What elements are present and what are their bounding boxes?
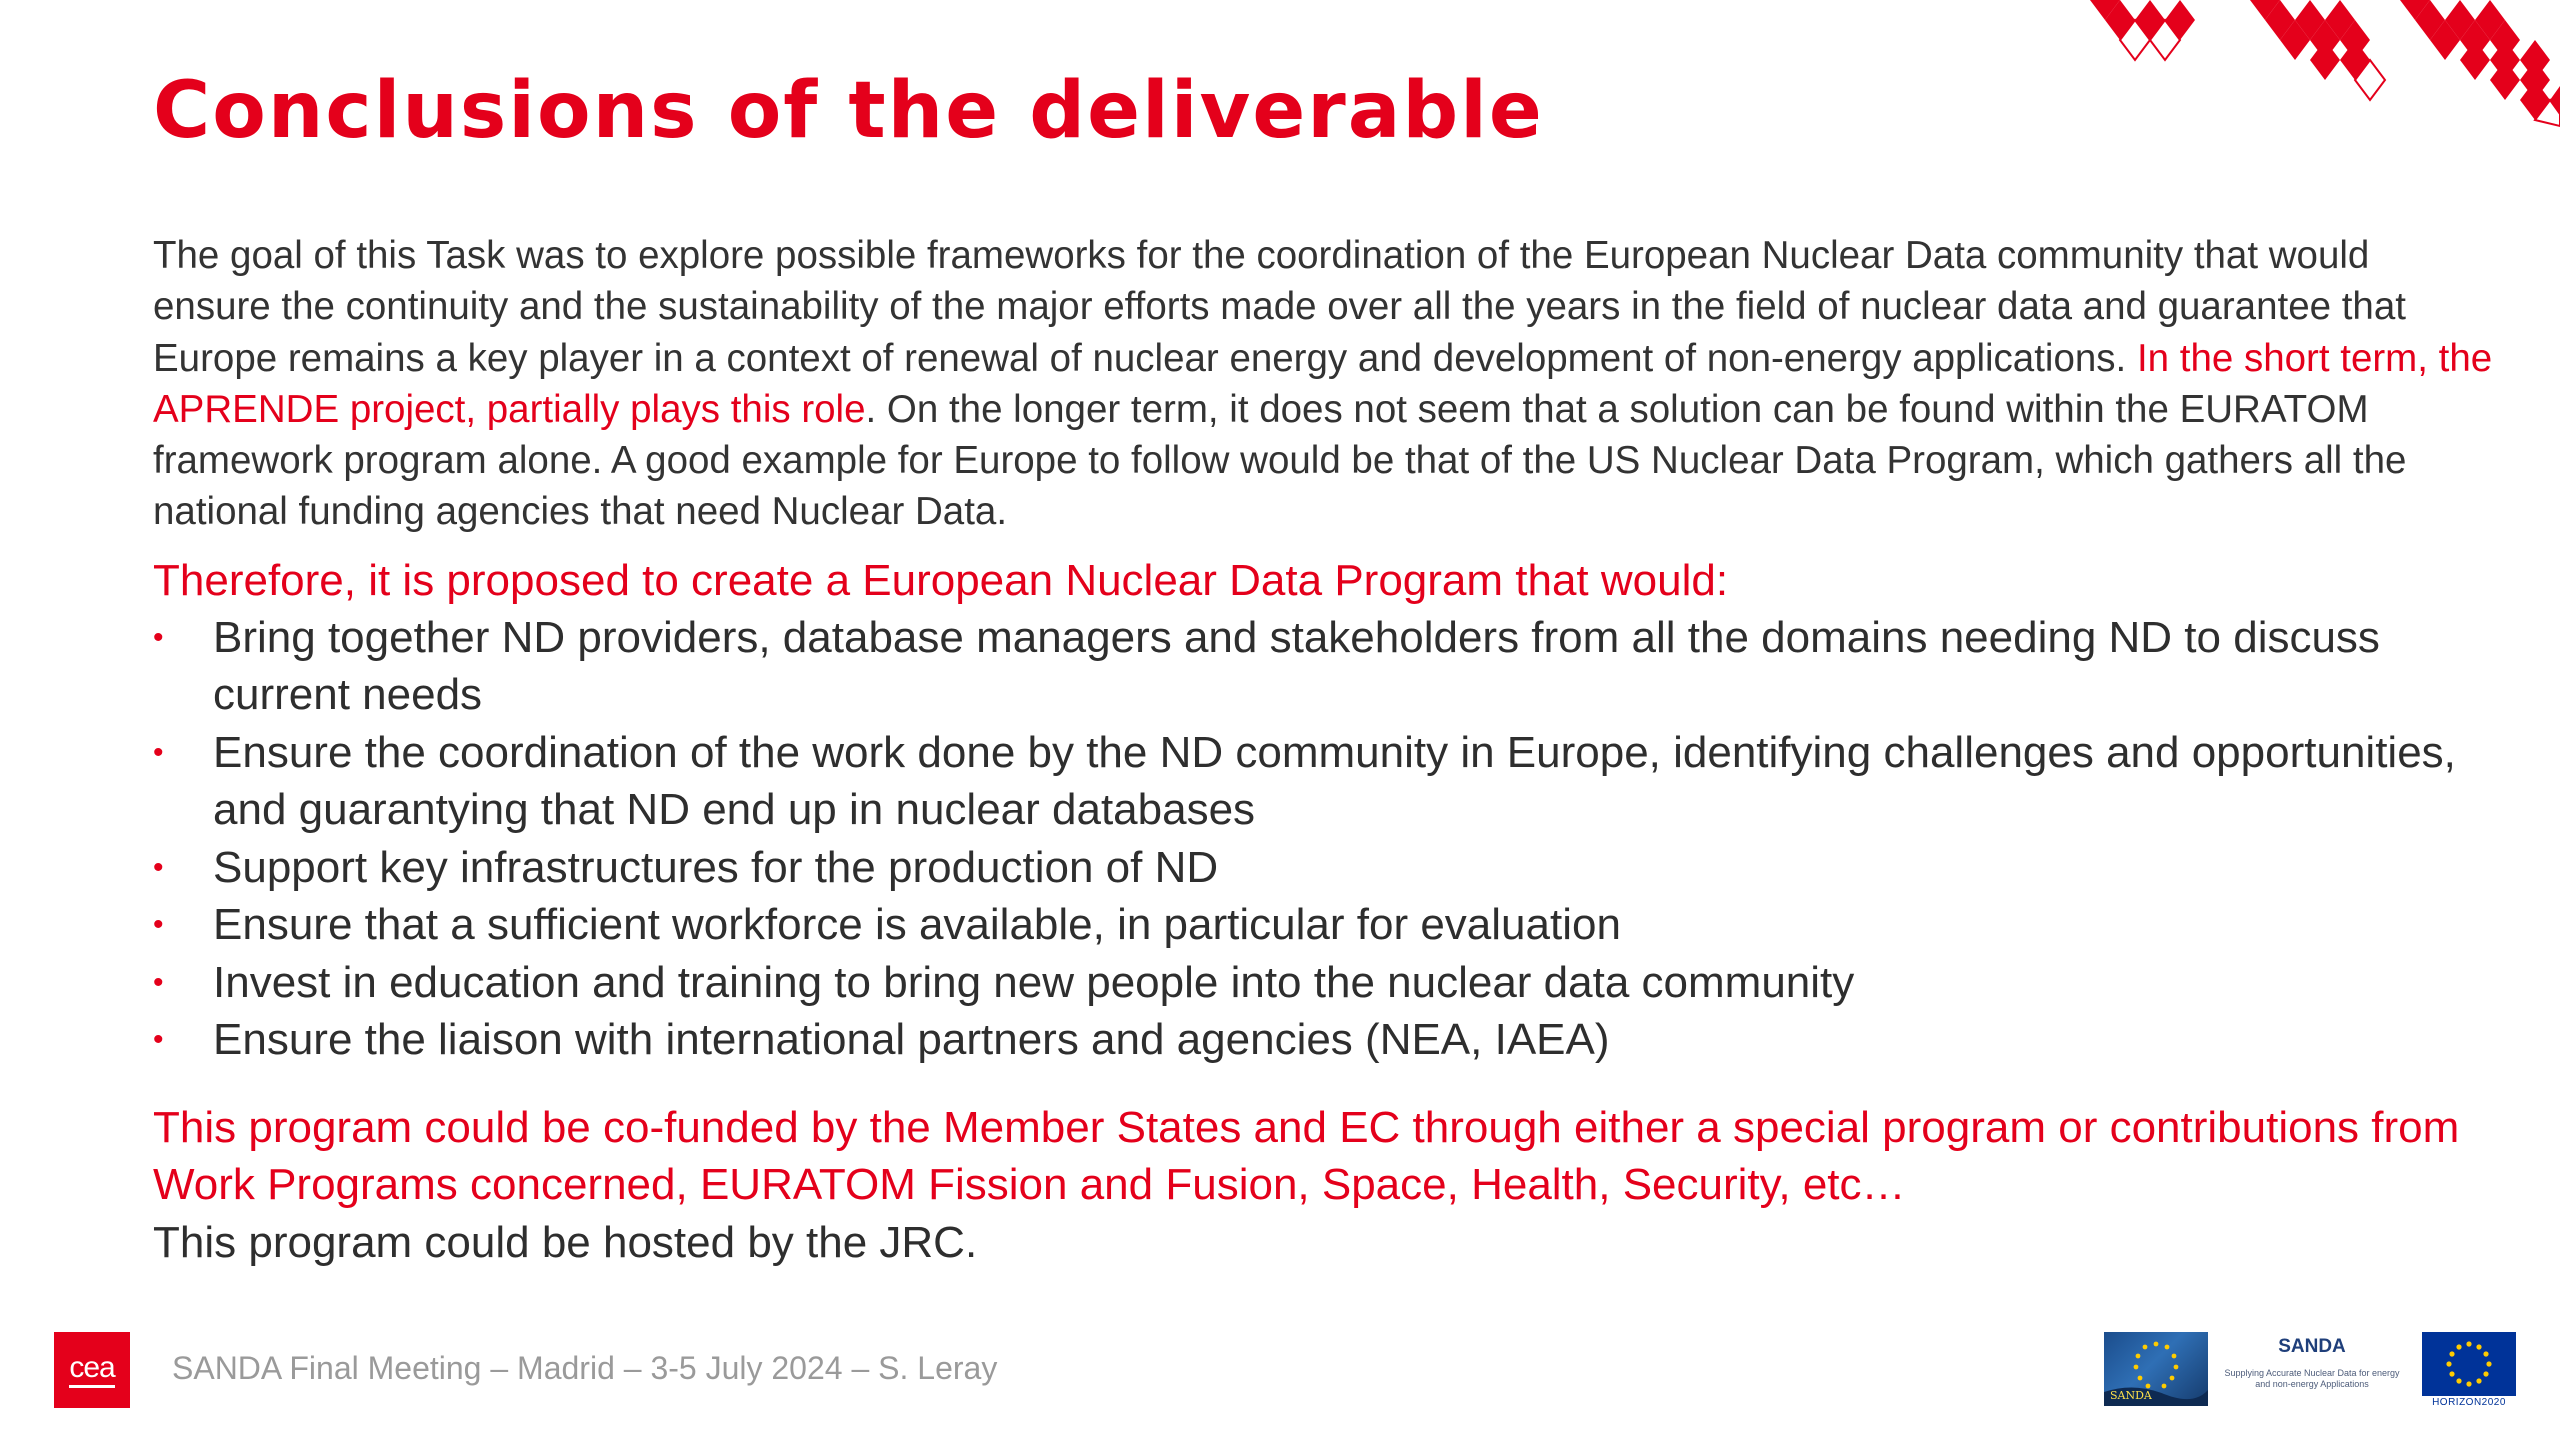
eu-flag-icon bbox=[2422, 1332, 2516, 1396]
bullet-item bbox=[153, 839, 2493, 897]
footer-text: SANDA Final Meeting – Madrid – 3-5 July 2024 – S. Leray bbox=[172, 1350, 998, 1386]
slide-body bbox=[153, 230, 2493, 1271]
bullet-text: Ensure the liaison with international partners and agencies (NEA, IAEA) bbox=[213, 1015, 1610, 1065]
eu-stars-icon bbox=[2422, 1332, 2516, 1396]
bullet-item bbox=[153, 724, 2493, 839]
bullet-icon: • bbox=[153, 965, 164, 999]
sanda-project-logo bbox=[2218, 1336, 2406, 1406]
bullet-icon: • bbox=[153, 1023, 164, 1057]
bullet-text: Invest in education and training to bring new people into the nuclear data community bbox=[213, 957, 1855, 1007]
proposal-heading: Therefore, it is proposed to create a European Nuclear Data Program that would: bbox=[153, 555, 1729, 605]
intro-highlight: In the short term, the APRENDE project, partially plays this role bbox=[153, 336, 2493, 431]
intro-paragraph bbox=[153, 230, 2493, 538]
bullet-item bbox=[153, 1011, 2493, 1069]
sanda-logo-image bbox=[2104, 1332, 2208, 1406]
slide-title: Conclusions of the deliverable bbox=[153, 66, 1544, 156]
bullet-text: Support key infrastructures for the production of ND bbox=[213, 842, 1219, 892]
horizon2020-label: HORIZON2020 bbox=[2432, 1397, 2506, 1408]
cea-logo bbox=[54, 1332, 130, 1408]
proposal-bullet-list bbox=[153, 609, 2493, 1069]
funding-statement: This program could be co-funded by the Member States and EC through either a special program or contributions from Work Programs concerned, EURATOM Fission and Fusion, Space, Health, Security, etc… bbox=[153, 1102, 2460, 1210]
bullet-icon: • bbox=[153, 620, 164, 654]
sanda-photo-label: SANDA bbox=[2110, 1389, 2152, 1402]
bullet-text: Ensure the coordination of the work done by the ND community in Europe, identifying challenges and opportunities, and guarantying that ND end up in nuclear databases bbox=[213, 727, 2456, 835]
intro-text-end: . On the longer term, it does not seem that a solution can be found within the EURATOM framework program alone. A good example for Europe to follow would be that of the US Nuclear Data Program, which gathers all the national funding agencies that need Nuclear Data. bbox=[153, 387, 2407, 534]
bullet-text: Bring together ND providers, database managers and stakeholders from all the domains needing ND to discuss current needs bbox=[213, 612, 2380, 720]
intro-text-start: The goal of this Task was to explore possible frameworks for the coordination of the European Nuclear Data community that would ensure the continuity and the sustainability of the major efforts made over all the years in the field of nuclear data and guarantee that Europe remains a key player in a context of renewal of nuclear energy and development of non-energy applications. bbox=[153, 234, 2406, 380]
sanda-name: SANDA bbox=[2278, 1336, 2346, 1357]
bullet-item bbox=[153, 609, 2493, 724]
sanda-tagline: Supplying Accurate Nuclear Data for energy and non-energy Applications bbox=[2224, 1368, 2400, 1389]
bullet-icon: • bbox=[153, 735, 164, 769]
cea-logo-text: cea bbox=[69, 1353, 114, 1388]
hosting-statement: This program could be hosted by the JRC. bbox=[153, 1217, 978, 1267]
bullet-icon: • bbox=[153, 850, 164, 884]
bullet-text: Ensure that a sufficient workforce is available, in particular for evaluation bbox=[213, 900, 1621, 950]
bullet-item bbox=[153, 954, 2493, 1012]
bullet-icon: • bbox=[153, 908, 164, 942]
cube-pattern-decoration bbox=[2080, 0, 2560, 140]
bullet-item bbox=[153, 896, 2493, 954]
